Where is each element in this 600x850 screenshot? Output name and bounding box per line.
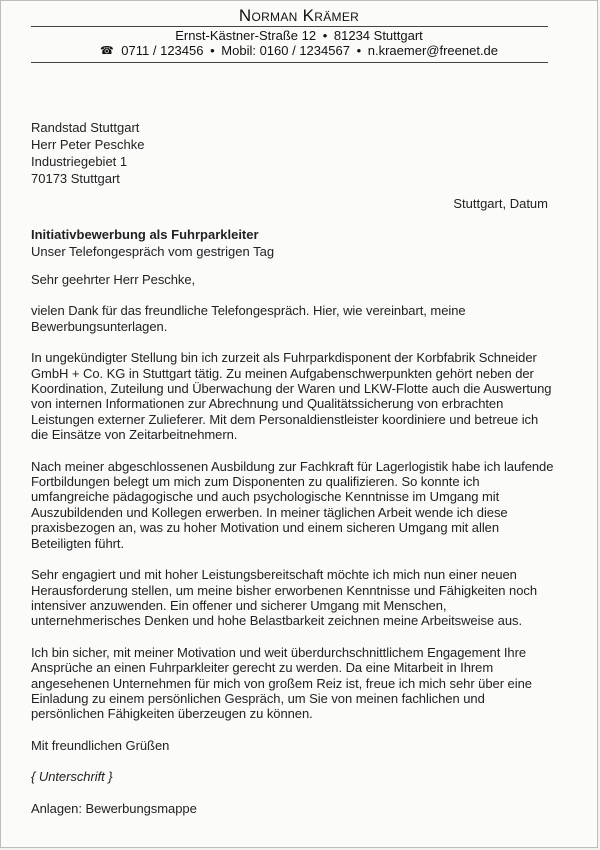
closing: Mit freundlichen Grüßen — [31, 737, 170, 753]
body-paragraph: In ungekündigter Stellung bin ich zurzeit als Fuhrparkdisponent der Korbfabrik Schneider GmbH + Co. KG in Stuttgart tätig. Zu meinen Aufgabenschwerpunkten gehört neben der Koordination, Zuteilung und Überwachung der Waren und LKW-Flotte auch die Auswertung von internen Informationen zur Abrechnung und Qualitätssicherung von erbrachten Leistungen externer Zulieferer. Mit dem Personaldienstleister koordiniere und betreue ich die Einsätze von Zeitarbeitnehmern. — [31, 350, 552, 443]
subject-block — [31, 226, 551, 260]
contact-separator-1: • — [210, 43, 215, 58]
body-paragraph: Sehr engagiert und mit hoher Leistungsbereitschaft möchte ich mich nun einer neuen Herausforderung stellen, um meine bisher erworbenen Kenntnisse und Fähigkeiten noch intensiver anzuwenden. Ein offener und sicherer Umgang mit Menschen, unternehmerisches Denken und hohe Belastbarkeit zeichnen meine Arbeitsweise aus. — [31, 567, 538, 629]
body-paragraph: Ich bin sicher, mit meiner Motivation und weit überdurchschnittlichem Engagement Ihre Ansprüche an einen Fuhrparkleiter gerecht zu werden. Da eine Mitarbeit in Ihrem angesehenen Unternehmen für mich von großem Reiz ist, freue ich mich sehr über eine Einladung zu einem persönlichen Gespräch, um Sie von meinen fachlichen und persönlichen Fähigkeiten überzeugen zu können. — [31, 644, 532, 722]
address-separator: • — [322, 28, 328, 43]
signature-placeholder: { Unterschrift } — [31, 769, 113, 785]
header-bottom-rule — [31, 62, 548, 63]
sender-contact-line — [1, 43, 597, 60]
recipient-company: Randstad Stuttgart — [31, 120, 140, 135]
sender-street: Ernst-Kästner-Straße 12 — [175, 28, 317, 43]
subject-title: Initiativbewerbung als Fuhrparkleiter — [31, 227, 259, 242]
sender-address-line — [1, 28, 597, 44]
sender-email: n.kraemer@freenet.de — [367, 43, 499, 58]
sender-name: Norman Krämer — [238, 6, 360, 25]
enclosures: Anlagen: Bewerbungsmappe — [31, 800, 197, 816]
letterhead — [1, 5, 597, 26]
header-top-rule — [31, 26, 548, 27]
sender-mobile: Mobil: 0160 / 1234567 — [221, 43, 350, 58]
body-paragraph: Nach meiner abgeschlossenen Ausbildung zur Fachkraft für Lagerlogistik habe ich laufende Fortbildungen belegt um mich zum Disponenten zu qualifizieren. So konnte ich umfangreiche pädagogische und auch psychologische Kenntnisse im Umgang mit Auszubildenden und Kollegen erwerben. In meiner täglichen Arbeit wende ich diese praxisbezogen an, was zu hoher Motivation und einem sicheren Umgang mit allen Beteiligten führt. — [31, 458, 554, 551]
contact-separator-2: • — [356, 43, 362, 58]
sender-city: 81234 Stuttgart — [333, 28, 423, 43]
subject-reference: Unser Telefongespräch vom gestrigen Tag — [31, 244, 275, 259]
place-date: Stuttgart, Datum — [453, 196, 548, 211]
recipient-city: 70173 Stuttgart — [31, 171, 120, 186]
phone-icon: ☎ — [99, 45, 114, 57]
body-paragraph: vielen Dank für das freundliche Telefongespräch. Hier, wie vereinbart, meine Bewerbungsunterlagen. — [31, 303, 466, 334]
salutation: Sehr geehrter Herr Peschke, — [31, 272, 196, 287]
recipient-contact: Herr Peter Peschke — [31, 137, 145, 152]
recipient-street: Industriegebiet 1 — [31, 154, 128, 169]
letter-body — [31, 272, 556, 832]
recipient-address — [31, 119, 144, 187]
sender-phone: 0711 / 123456 — [121, 43, 204, 58]
